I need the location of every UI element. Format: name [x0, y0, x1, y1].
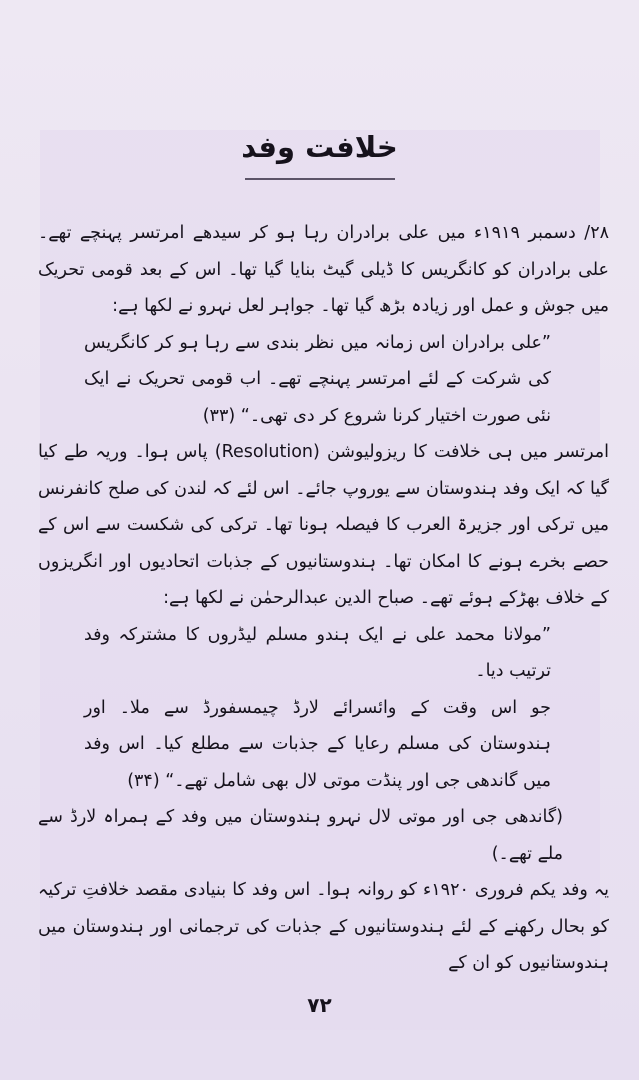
page-body — [38, 215, 609, 982]
resolution-paragraph: امرتسر میں ہی خلافت کا ریزولیوشن (Resolution) پاس ہوا۔ وریہ طے کیا گیا کہ ایک وفد ہندوستان سے یوروپ جائے۔ اس لئے کہ لندن کی صلح کانفرنس میں ترکی اور جزیرۃ العرب کا فیصلہ ہونا تھا۔ ترکی کی شکست سے اس کے حصے بخرے ہونے کا امکان تھا۔ ہندوستانیوں کے جذبات اتحادیوں اور انگریزوں کے خلاف بھڑکے ہوئے تھے۔ صباح الدین عبدالرحمٰن نے لکھا ہے: — [38, 442, 609, 608]
sabahuddin-quote-first-line: ”مولانا محمد علی نے ایک ہندو مسلم لیڈروں کا مشترکہ وفد ترتیب دیا۔ — [84, 624, 551, 681]
intro-paragraph: ۲۸/ دسمبر ۱۹۱۹ء میں علی برادران رہا ہو کر سیدھے امرتسر پہنچے تھے۔ علی برادران کو کانگریس کا ڈیلی گیٹ بنایا گیا تھا۔ اس کے بعد قومی تحریک میں جوش و عمل اور زیادہ بڑھ گیا تھا۔ جواہر لعل نہرو نے لکھا ہے: — [38, 223, 609, 316]
bracket-note: (گاندھی جی اور موتی لال نہرو ہندوستان میں وفد کے ہمراہ لارڈ سے ملے تھے۔) — [38, 807, 563, 864]
chapter-heading: خلافت وفد — [241, 130, 398, 164]
sabahuddin-quote-rest: جو اس وقت کے وائسرائے لارڈ چیمسفورڈ سے ملا۔ اور ہندوستان کی مسلم رعایا کے جذبات سے مطلع کیا۔ اس وفد میں گاندھی جی اور پنڈت موتی لال بھی شامل تھے۔“ (۳۴) — [84, 697, 551, 791]
nehru-quote: ”علی برادران اس زمانہ میں نظر بندی سے رہا ہو کر کانگریس کی شرکت کے لئے امرتسر پہنچے تھے۔ اب قومی تحریک نے ایک نئی صورت اختیار کرنا شروع کر دی تھی۔“ (۳۳) — [84, 332, 551, 426]
heading-underline — [245, 178, 395, 180]
closing-paragraph: یہ وفد یکم فروری ۱۹۲۰ء کو روانہ ہوا۔ اس وفد کا بنیادی مقصد خلافتِ ترکیہ کو بحال رکھنے کے لئے ہندوستانیوں کے جذبات کی ترجمانی اور ہندوستان میں ہندوستانیوں کو ان کے — [38, 880, 609, 973]
page-number: ۷۲ — [307, 993, 332, 1017]
